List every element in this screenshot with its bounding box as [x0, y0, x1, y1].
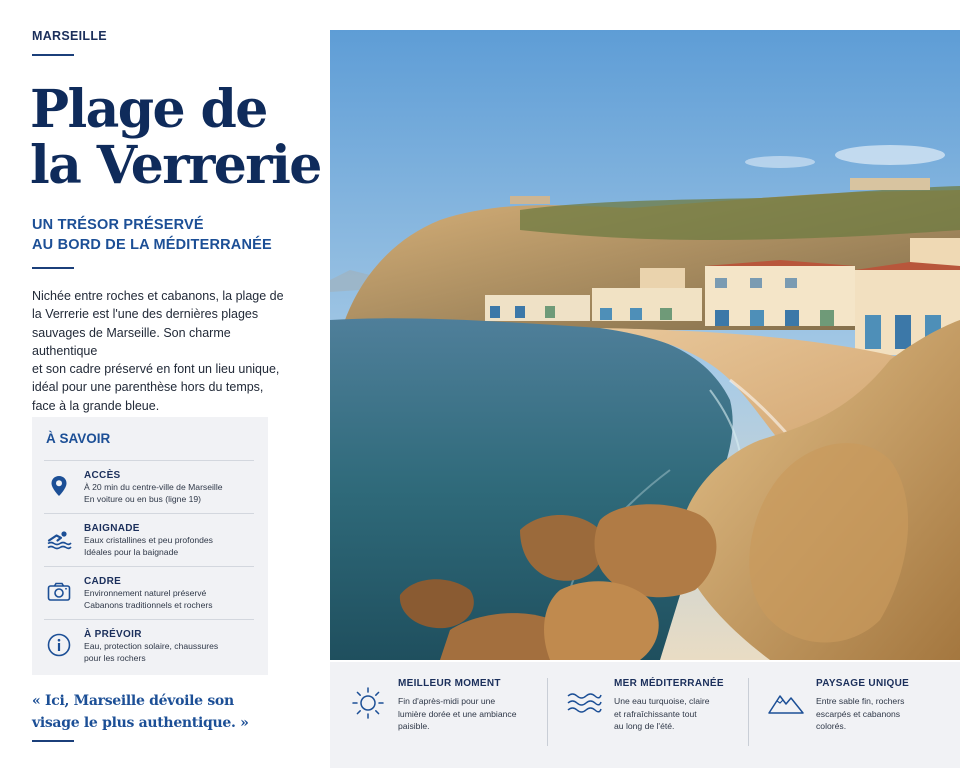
info-line: Eaux cristallines et peu profondes — [84, 535, 213, 545]
feature-line: paisible. — [398, 721, 430, 731]
feature-line: Entre sable fin, rochers — [816, 696, 905, 706]
info-line: Idéales pour la baignade — [84, 546, 179, 557]
mountain-icon — [766, 686, 806, 720]
beach-photo — [330, 30, 960, 660]
info-title: À PRÉVOIR — [84, 629, 142, 640]
feature-line: escarpés et cabanons — [816, 708, 901, 719]
waves-icon — [564, 686, 604, 720]
info-line: Cabanons traditionnels et rochers — [84, 599, 213, 610]
feature-meilleur-moment — [348, 676, 538, 756]
feature-line: Une eau turquoise, claire — [614, 696, 710, 706]
intro-line: Nichée entre roches et cabanons, la plage de — [32, 289, 284, 303]
sun-icon — [348, 686, 388, 720]
subtitle — [32, 215, 322, 255]
info-title: ACCÈS — [84, 470, 121, 481]
quote-line: « Ici, Marseille dévoile son — [32, 693, 234, 709]
feature-line: Fin d'après-midi pour une — [398, 696, 496, 706]
info-line: pour les rochers — [84, 652, 146, 663]
map-pin-icon — [46, 473, 72, 499]
info-icon — [46, 632, 72, 658]
quote-line: visage le plus authentique. » — [32, 715, 249, 731]
feature-mer-mediterranee — [564, 676, 754, 756]
info-text — [84, 628, 256, 664]
intro-paragraph — [32, 287, 294, 415]
beach-illustration — [330, 30, 960, 660]
info-text — [84, 522, 256, 558]
info-title: CADRE — [84, 576, 122, 587]
feature-line: lumière dorée et une ambiance — [398, 708, 517, 719]
feature-text — [398, 678, 516, 733]
info-title: BAIGNADE — [84, 523, 140, 534]
page-title — [30, 79, 326, 196]
camera-icon — [46, 579, 72, 605]
info-box-title: À SAVOIR — [46, 431, 111, 446]
feature-text — [816, 678, 909, 733]
info-text — [84, 469, 256, 505]
divider — [32, 54, 74, 56]
feature-text — [614, 678, 724, 733]
pull-quote — [32, 690, 312, 734]
info-line: En voiture ou en bus (ligne 19) — [84, 493, 202, 504]
info-row-baignade — [44, 513, 254, 565]
features-bar — [330, 662, 960, 768]
feature-title: MEILLEUR MOMENT — [398, 678, 501, 689]
divider — [748, 678, 749, 746]
intro-line: et son cadre préservé en font un lieu unique, — [32, 362, 280, 377]
swimmer-icon — [46, 526, 72, 552]
title-line: Plage de — [30, 79, 267, 140]
subtitle-line: UN TRÉSOR PRÉSERVÉ — [32, 217, 204, 233]
feature-line: colorés. — [816, 721, 847, 731]
info-box — [32, 417, 268, 675]
intro-line: sauvages de Marseille. Son charme authentique — [32, 325, 231, 358]
info-row-cadre — [44, 566, 254, 618]
info-line: Environnement naturel préservé — [84, 588, 207, 598]
feature-paysage-unique — [766, 676, 956, 756]
title-line: la Verrerie — [30, 135, 321, 196]
divider — [547, 678, 548, 746]
info-line: À 20 min du centre-ville de Marseille — [84, 482, 223, 492]
intro-line: face à la grande bleue. — [32, 398, 160, 413]
feature-title: MER MÉDITERRANÉE — [614, 678, 724, 689]
feature-line: au long de l'été. — [614, 721, 675, 731]
intro-line: la Verrerie est l'une des dernières plages — [32, 307, 259, 322]
info-line: Eau, protection solaire, chaussures — [84, 641, 219, 651]
divider — [32, 740, 74, 742]
info-row-acces — [44, 460, 254, 512]
feature-line: et rafraîchissante tout — [614, 708, 697, 719]
feature-title: PAYSAGE UNIQUE — [816, 678, 910, 689]
divider — [32, 267, 74, 269]
city-label: MARSEILLE — [32, 29, 107, 43]
info-text — [84, 575, 256, 611]
subtitle-line: AU BORD DE LA MÉDITERRANÉE — [32, 237, 272, 253]
intro-line: idéal pour une parenthèse hors du temps, — [32, 380, 264, 395]
left-column — [0, 0, 328, 768]
info-row-a-prevoir — [44, 619, 254, 671]
